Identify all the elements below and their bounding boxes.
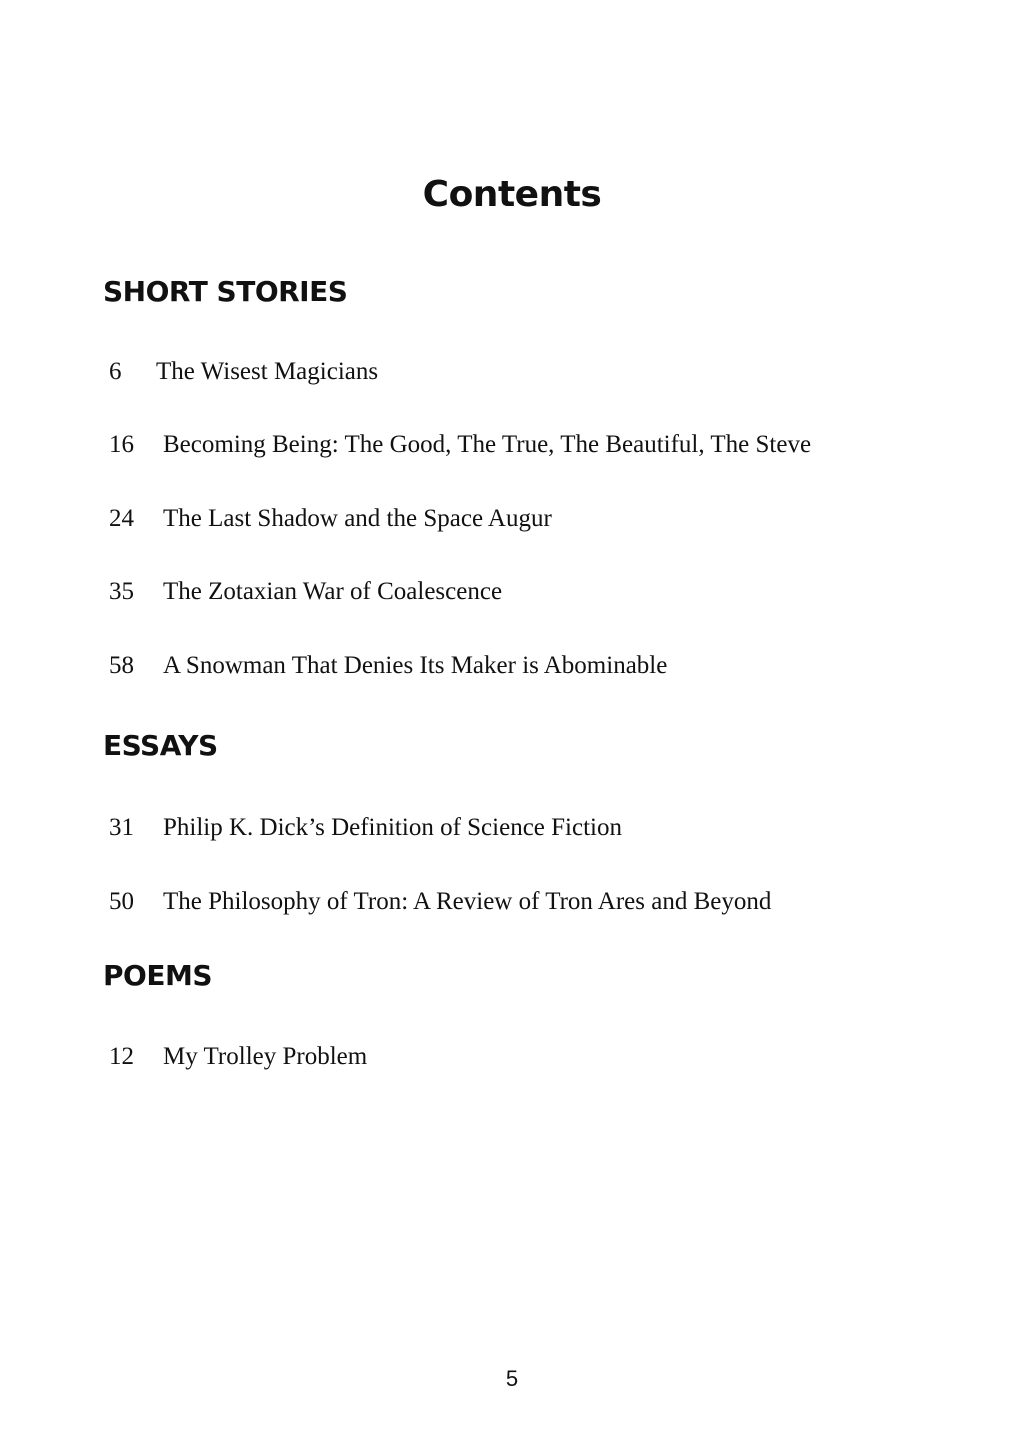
toc-entry [0,882,1024,922]
section-heading-essays: ESSAYS [103,729,218,762]
toc-entry-title: The Wisest Magicians [156,358,379,385]
section-heading-short-stories: SHORT STORIES [103,275,348,308]
toc-entry-page: 6 [109,358,122,385]
toc-entry [0,1037,1024,1077]
toc-entry-page: 16 [109,431,134,458]
page-number: 5 [505,1366,519,1391]
toc-entry [0,499,1024,539]
toc-entry [0,572,1024,612]
toc-entry [0,352,1024,392]
toc-entry-title: Philip K. Dick’s Definition of Science Fiction [163,814,622,841]
toc-entry-title: A Snowman That Denies Its Maker is Abominable [163,652,668,679]
toc-entry-title: The Last Shadow and the Space Augur [163,505,552,532]
toc-entry-title: Becoming Being: The Good, The True, The Beautiful, The Steve [163,431,812,458]
toc-entry-page: 24 [109,505,134,532]
toc-entry-title: My Trolley Problem [163,1043,368,1070]
toc-entry-page: 58 [109,652,134,679]
toc-entry [0,425,1024,465]
page-title: Contents [422,174,602,215]
toc-entry [0,808,1024,848]
toc-entry-page: 31 [109,814,134,841]
section-heading-poems: POEMS [103,959,212,992]
toc-entry-title: The Philosophy of Tron: A Review of Tron Ares and Beyond [163,888,772,915]
toc-entry [0,646,1024,686]
toc-entry-page: 35 [109,578,134,605]
toc-entry-title: The Zotaxian War of Coalescence [163,578,503,605]
toc-entry-page: 12 [109,1043,134,1070]
toc-entry-page: 50 [109,888,134,915]
